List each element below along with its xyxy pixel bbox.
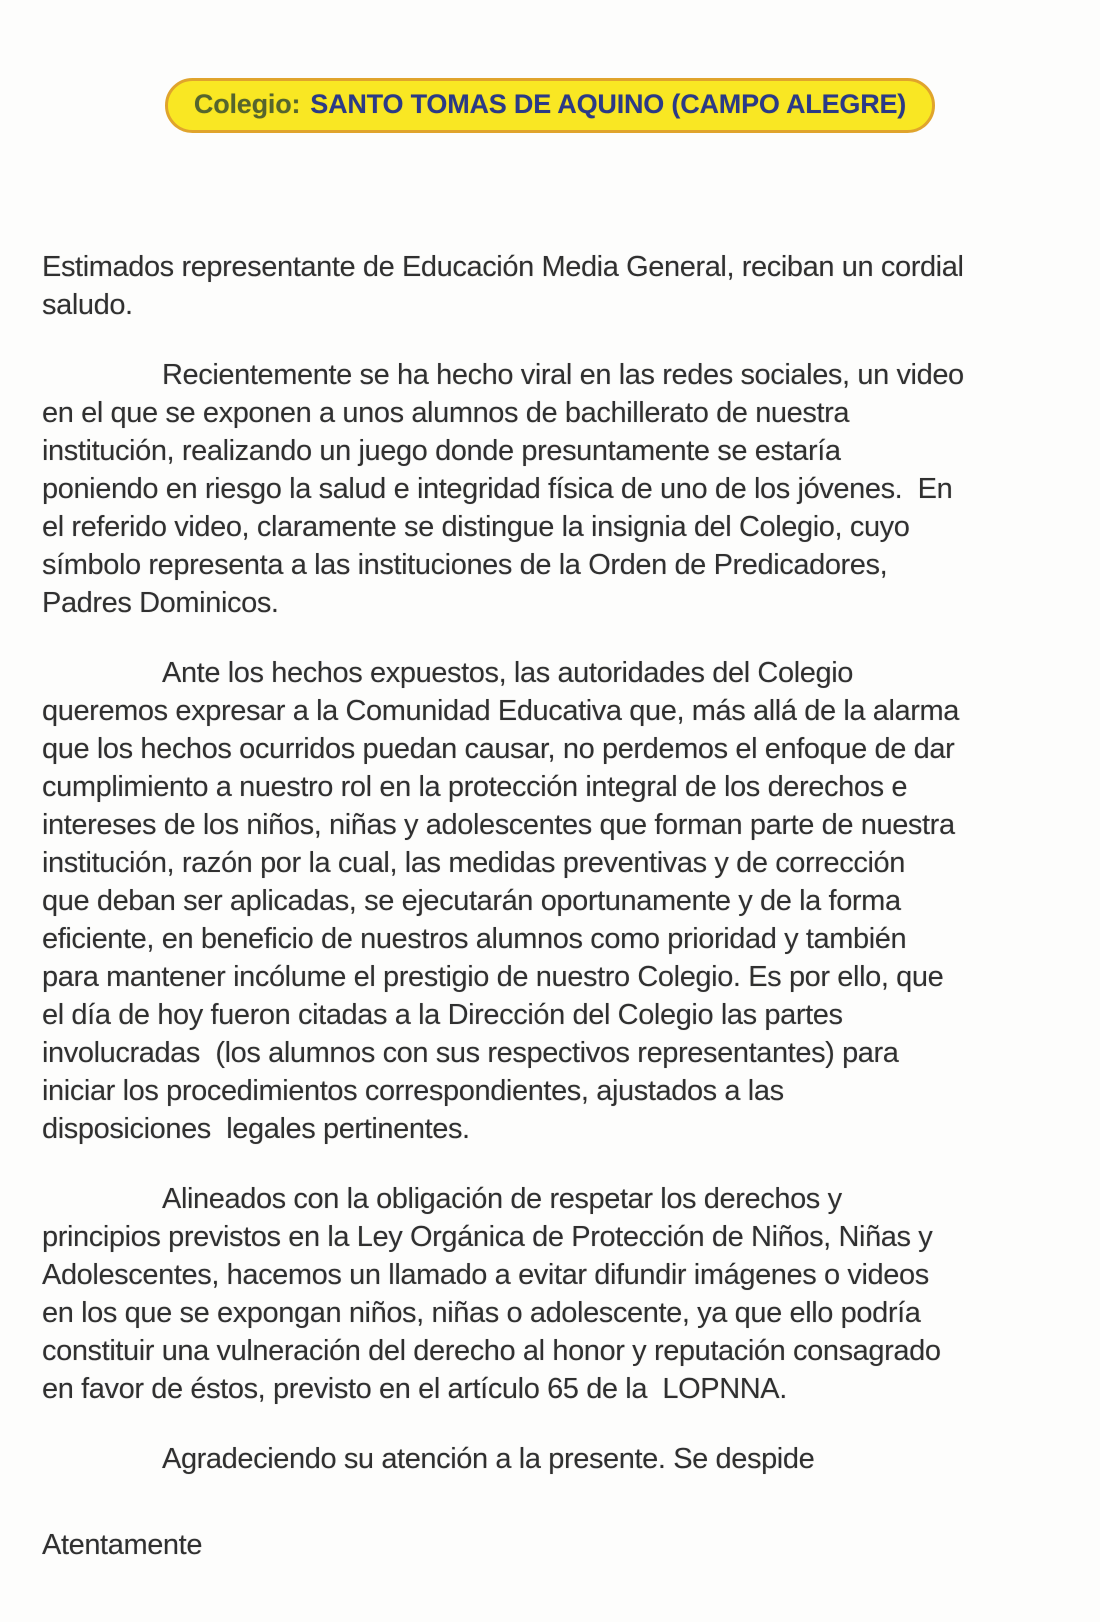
text-line: constituir una vulneración del derecho al honor y reputación consagrado	[42, 1335, 941, 1367]
badge-prefix-label: Colegio:	[193, 89, 301, 119]
text-line: en favor de éstos, previsto en el artículo 65 de la LOPNNA.	[42, 1373, 787, 1405]
text-line: Padres Dominicos.	[42, 587, 279, 619]
text-line: principios previstos en la Ley Orgánica de Protección de Niños, Niñas y	[42, 1221, 933, 1253]
text-line: que deban ser aplicadas, se ejecutarán oportunamente y de la forma	[42, 885, 901, 917]
text-line: Recientemente se ha hecho viral en las redes sociales, un video	[162, 359, 964, 391]
letter-body	[0, 133, 1100, 1564]
text-line: cumplimiento a nuestro rol en la protección integral de los derechos e	[42, 771, 908, 803]
text-line: involucradas (los alumnos con sus respectivos representantes) para	[42, 1037, 899, 1069]
signoff	[42, 1526, 1058, 1564]
text-line: Estimados representante de Educación Media General, reciban un cordial	[42, 251, 964, 283]
text-line: disposiciones legales pertinentes.	[42, 1113, 470, 1145]
header-row	[0, 0, 1100, 133]
text-line: el día de hoy fueron citadas a la Dirección del Colegio las partes	[42, 999, 843, 1031]
text-line: institución, razón por la cual, las medidas preventivas y de corrección	[42, 847, 905, 879]
text-line: Agradeciendo su atención a la presente. Se despide	[162, 1443, 815, 1475]
text-line: poniendo en riesgo la salud e integridad física de uno de los jóvenes. En	[42, 473, 953, 505]
text-line: queremos expresar a la Comunidad Educativa que, más allá de la alarma	[42, 695, 960, 727]
closing	[42, 1440, 1058, 1478]
text-line: en los que se expongan niños, niñas o adolescente, ya que ello podría	[42, 1297, 921, 1329]
text-line: Ante los hechos expuestos, las autoridades del Colegio	[162, 657, 853, 689]
text-line: iniciar los procedimientos correspondientes, ajustados a las	[42, 1075, 784, 1107]
text-line: institución, realizando un juego donde presuntamente se estaría	[42, 435, 841, 467]
text-line: en el que se exponen a unos alumnos de bachillerato de nuestra	[42, 397, 850, 429]
school-badge	[165, 78, 935, 133]
text-line: el referido video, claramente se distingue la insignia del Colegio, cuyo	[42, 511, 910, 543]
text-line: intereses de los niños, niñas y adolescentes que forman parte de nuestra	[42, 809, 955, 841]
text-line: Alineados con la obligación de respetar los derechos y	[162, 1183, 842, 1215]
salutation	[42, 248, 1058, 324]
paragraph-viral-video	[42, 356, 1058, 622]
paragraph-lopnna	[42, 1180, 1058, 1408]
text-line: Adolescentes, hacemos un llamado a evitar difundir imágenes o videos	[42, 1259, 929, 1291]
text-line: Atentamente	[42, 1529, 203, 1561]
text-line: saludo.	[42, 289, 133, 321]
badge-school-name: SANTO TOMAS DE AQUINO (CAMPO ALEGRE)	[310, 89, 907, 119]
text-line: que los hechos ocurridos puedan causar, no perdemos el enfoque de dar	[42, 733, 955, 765]
paragraph-measures	[42, 654, 1058, 1148]
text-line: símbolo representa a las instituciones de la Orden de Predicadores,	[42, 549, 888, 581]
text-line: eficiente, en beneficio de nuestros alumnos como prioridad y también	[42, 923, 907, 955]
text-line: para mantener incólume el prestigio de nuestro Colegio. Es por ello, que	[42, 961, 944, 993]
